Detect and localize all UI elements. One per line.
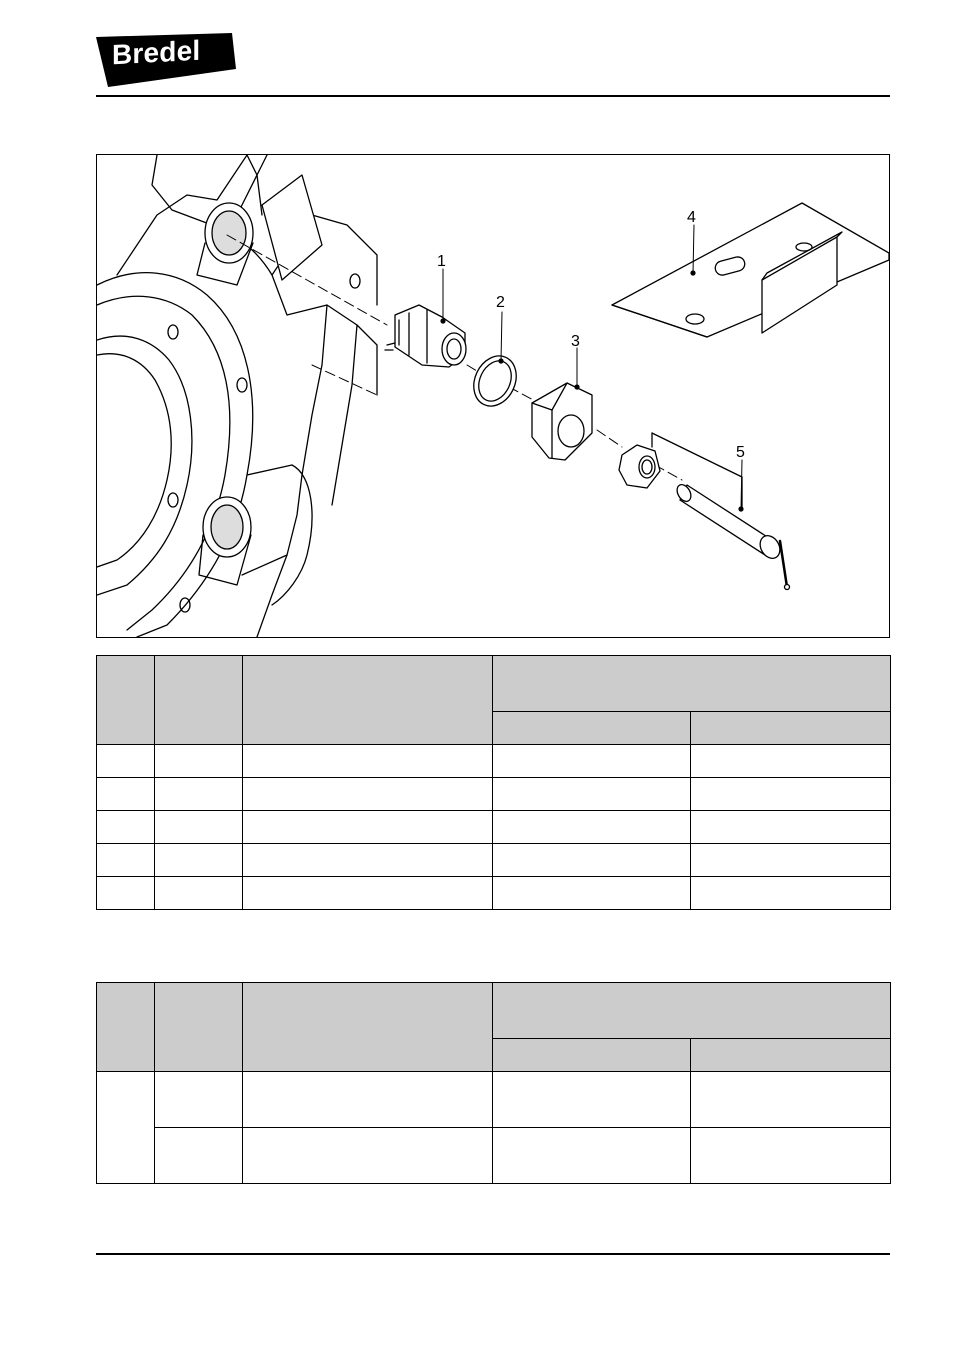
table-cell [97,778,155,811]
table-cell [493,745,691,778]
table-row [97,1072,891,1128]
table-cell [97,811,155,844]
exploded-view-drawing [97,155,889,637]
header-cell-quantity [155,656,243,745]
header-cell-sub-2 [691,712,891,745]
table-cell [155,877,243,910]
callout-5: 5 [736,444,745,461]
table-cell [97,877,155,910]
table-cell [243,745,493,778]
header-cell-part-number-group [493,983,891,1039]
table-cell [493,778,691,811]
header-cell-sub-1 [493,1039,691,1072]
header-cell-quantity [155,983,243,1072]
table-cell [155,778,243,811]
header-cell-description [243,656,493,745]
table-cell [97,1072,155,1184]
table-cell [493,811,691,844]
part-2-o-ring [466,349,524,413]
table-cell [97,745,155,778]
part-1-bushing [385,305,466,367]
table-row [97,745,891,778]
table-cell [155,1128,243,1184]
parts-table-2 [96,982,891,1184]
logo-text: Bredel [112,34,201,71]
callout-3: 3 [571,333,580,350]
table-cell [243,778,493,811]
hex-nut [619,445,660,488]
header-cell-sub-1 [493,712,691,745]
table-row [97,1128,891,1184]
table-cell [691,1072,891,1128]
table-cell [691,877,891,910]
callout-2: 2 [496,294,505,311]
part-3-block-nut [532,383,592,460]
header-rule [96,95,890,97]
header-cell-description [243,983,493,1072]
table-cell [691,745,891,778]
table-cell [243,1128,493,1184]
table-cell [691,811,891,844]
header-cell-item [97,656,155,745]
pump-housing [97,155,377,637]
table-row [97,778,891,811]
part-5-pin [652,433,790,590]
table-cell [155,745,243,778]
part-4-plate [612,203,889,337]
table-cell [155,811,243,844]
table-cell [155,1072,243,1128]
table-cell [243,1072,493,1128]
table-cell [691,778,891,811]
parts-table-1 [96,655,891,910]
table-cell [493,1072,691,1128]
header-cell-part-number-group [493,656,891,712]
exploded-view-figure [96,154,890,638]
table-cell [243,844,493,877]
table-cell [493,844,691,877]
table-cell [691,844,891,877]
table-row [97,877,891,910]
header-cell-sub-2 [691,1039,891,1072]
header-cell-item [97,983,155,1072]
table-cell [243,877,493,910]
table-cell [97,844,155,877]
table-cell [155,844,243,877]
callout-4: 4 [687,209,696,226]
table-row [97,844,891,877]
table-cell [243,811,493,844]
table-cell [691,1128,891,1184]
table-cell [493,877,691,910]
footer-rule [96,1253,890,1255]
callout-1: 1 [437,253,446,270]
table-row [97,811,891,844]
table-cell [493,1128,691,1184]
